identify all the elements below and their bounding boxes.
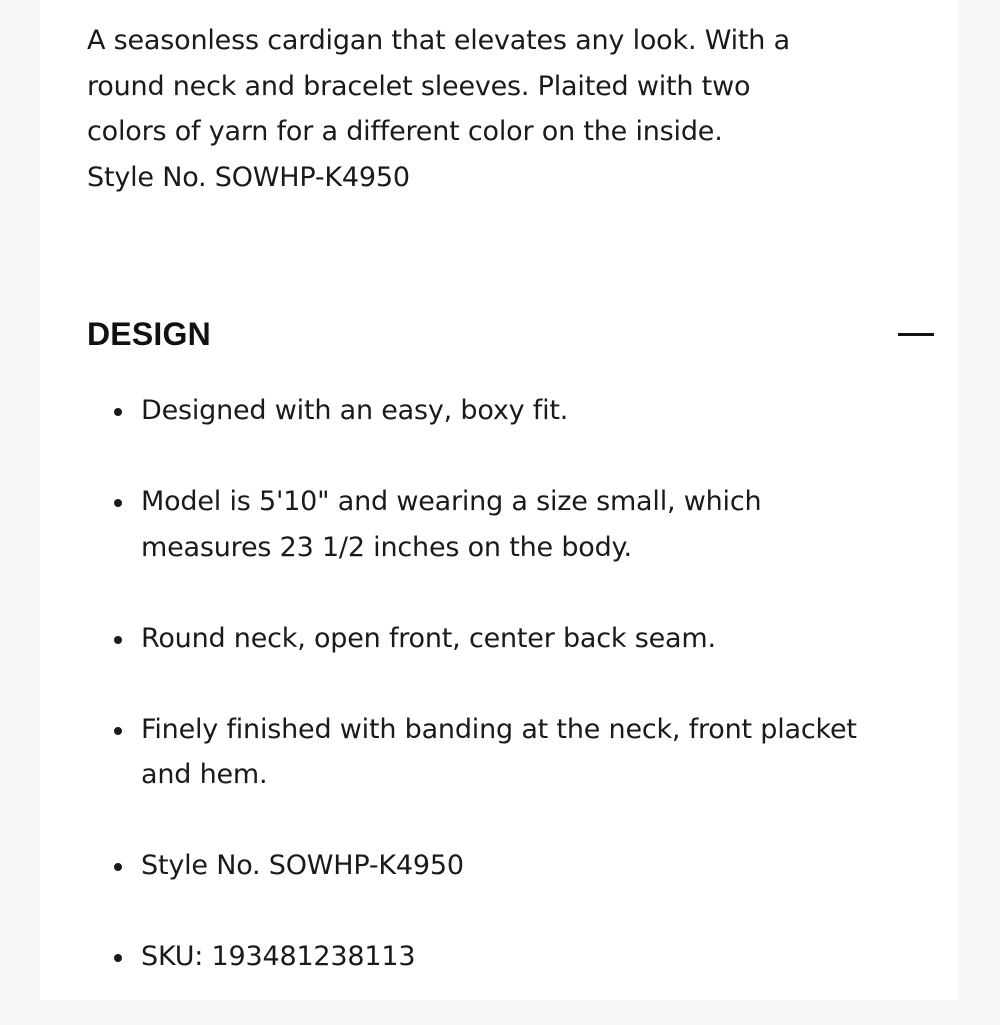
list-item: SKU: 193481238113 xyxy=(141,934,941,980)
design-bullet-list xyxy=(141,388,941,1025)
description-line: A seasonless cardigan that elevates any look. With a xyxy=(87,25,790,56)
description-style-number: Style No. SOWHP-K4950 xyxy=(87,161,410,193)
design-accordion-header[interactable] xyxy=(87,310,935,358)
description-line: round neck and bracelet sleeves. Plaited with two xyxy=(87,70,751,102)
design-section-title: DESIGN xyxy=(87,315,211,352)
list-item: Finely finished with banding at the neck, front placket and hem. xyxy=(141,707,941,798)
list-item: Designed with an easy, boxy fit. xyxy=(141,388,941,434)
list-item: Style No. SOWHP-K4950 xyxy=(141,843,941,889)
list-item: Round neck, open front, center back seam. xyxy=(141,616,941,662)
product-details-panel xyxy=(40,0,958,1000)
list-item: Model is 5'10" and wearing a size small, which measures 23 1/2 inches on the body. xyxy=(141,479,941,570)
minus-icon[interactable] xyxy=(897,315,935,353)
description-line: colors of yarn for a different color on the inside. xyxy=(87,116,723,147)
product-description xyxy=(87,18,907,200)
